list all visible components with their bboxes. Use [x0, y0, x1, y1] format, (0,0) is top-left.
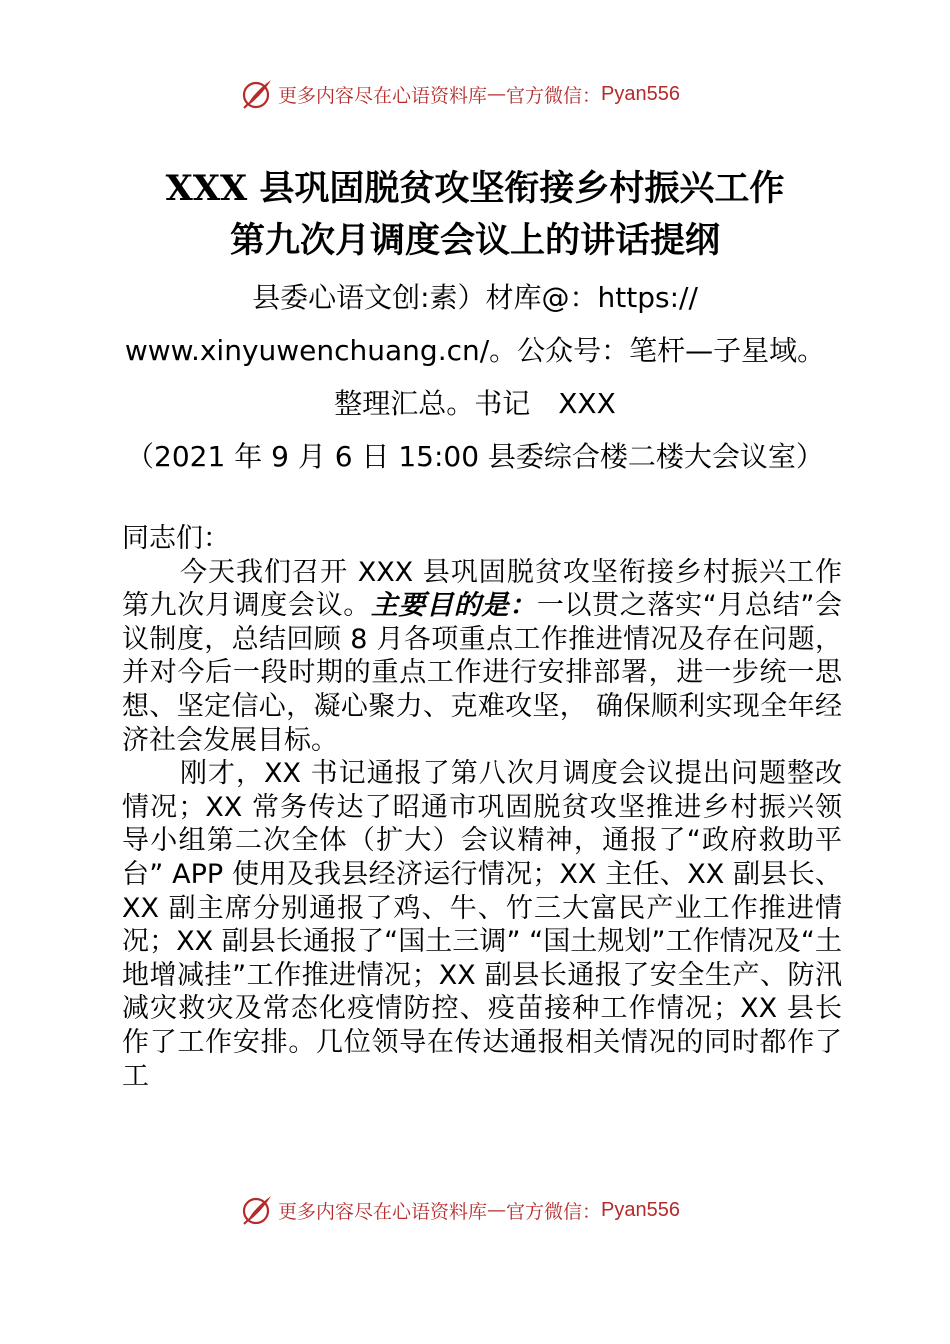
document-body	[122, 522, 842, 1093]
meta-line-2: www.xinyuwenchuang.cn/。公众号：笔杆—子星域。	[124, 334, 826, 367]
paragraph-2: 刚才，XX 书记通报了第八次月调度会议提出问题整改情况；XX 常务传达了昭通市巩固脱贫攻坚推进乡村振兴领导小组第二次全体（扩大）会议精神，通报了“政府救助平台” APP 使用及我县经济运行情况；XX 主任、XX 副县长、XX 副主席分别通报了鸡、牛、竹三大富民产业工作推进情况；XX 副县长通报了“国土三调” “国土规划”工作情况及“土地增减挂”工作推进情况；XX 副县长通报了安全生产、防汛减灾救灾及常态化疫情防控、疫苗接种工作情况；XX 县长作了工作安排。几位领导在传达通报相关情况的同时都作了工	[122, 758, 842, 1092]
paragraph-1-start: 今天我们召开 XXX 县巩固脱贫攻坚衔接乡村振兴工作第九次月调度会议。	[122, 556, 842, 622]
banner-wechat-label: 官方微信：	[506, 1200, 602, 1223]
meta-line-4: （2021 年 9 月 6 日 15:00 县委综合楼二楼大会议室）	[126, 440, 824, 473]
paragraph-1-emphasis: 主要目的是：	[370, 590, 537, 622]
document-title-line-2: 第九次月调度会议上的讲话提纲	[229, 220, 720, 261]
banner-wechat-id: Pyan556	[601, 82, 680, 105]
banner-separator: —	[487, 1199, 507, 1221]
quill-logo-icon	[238, 1192, 274, 1228]
paragraph-1	[122, 556, 842, 758]
banner-content	[238, 74, 680, 114]
banner-wechat-label: 官方微信：	[506, 84, 602, 107]
footer-banner	[0, 1190, 950, 1230]
banner-content	[238, 1190, 680, 1230]
meta-line-1: 县委心语文创:素）材库@：https://	[252, 281, 698, 314]
greeting: 同志们：	[122, 523, 230, 554]
banner-text: 更多内容尽在心语资料库	[278, 1200, 488, 1223]
quill-logo-icon	[238, 76, 274, 112]
banner-wechat-id: Pyan556	[601, 1198, 680, 1221]
paragraph-1-end: 一以贯之落实“月总结”会议制度，总结回顾 8 月各项重点工作推进情况及存在问题，并对今后一段时期的重点工作进行安排部署，进一步统一思想、坚定信心，凝心聚力、克难攻坚， 确保顺利实现全年经济社会发展目标。	[122, 590, 843, 756]
meta-line-3: 整理汇总。书记 XXX	[334, 387, 616, 420]
document-title-line-1: XXX 县巩固脱贫攻坚衔接乡村振兴工作	[165, 168, 785, 209]
header-banner	[0, 74, 950, 114]
banner-separator: —	[487, 83, 507, 105]
banner-text: 更多内容尽在心语资料库	[278, 84, 488, 107]
